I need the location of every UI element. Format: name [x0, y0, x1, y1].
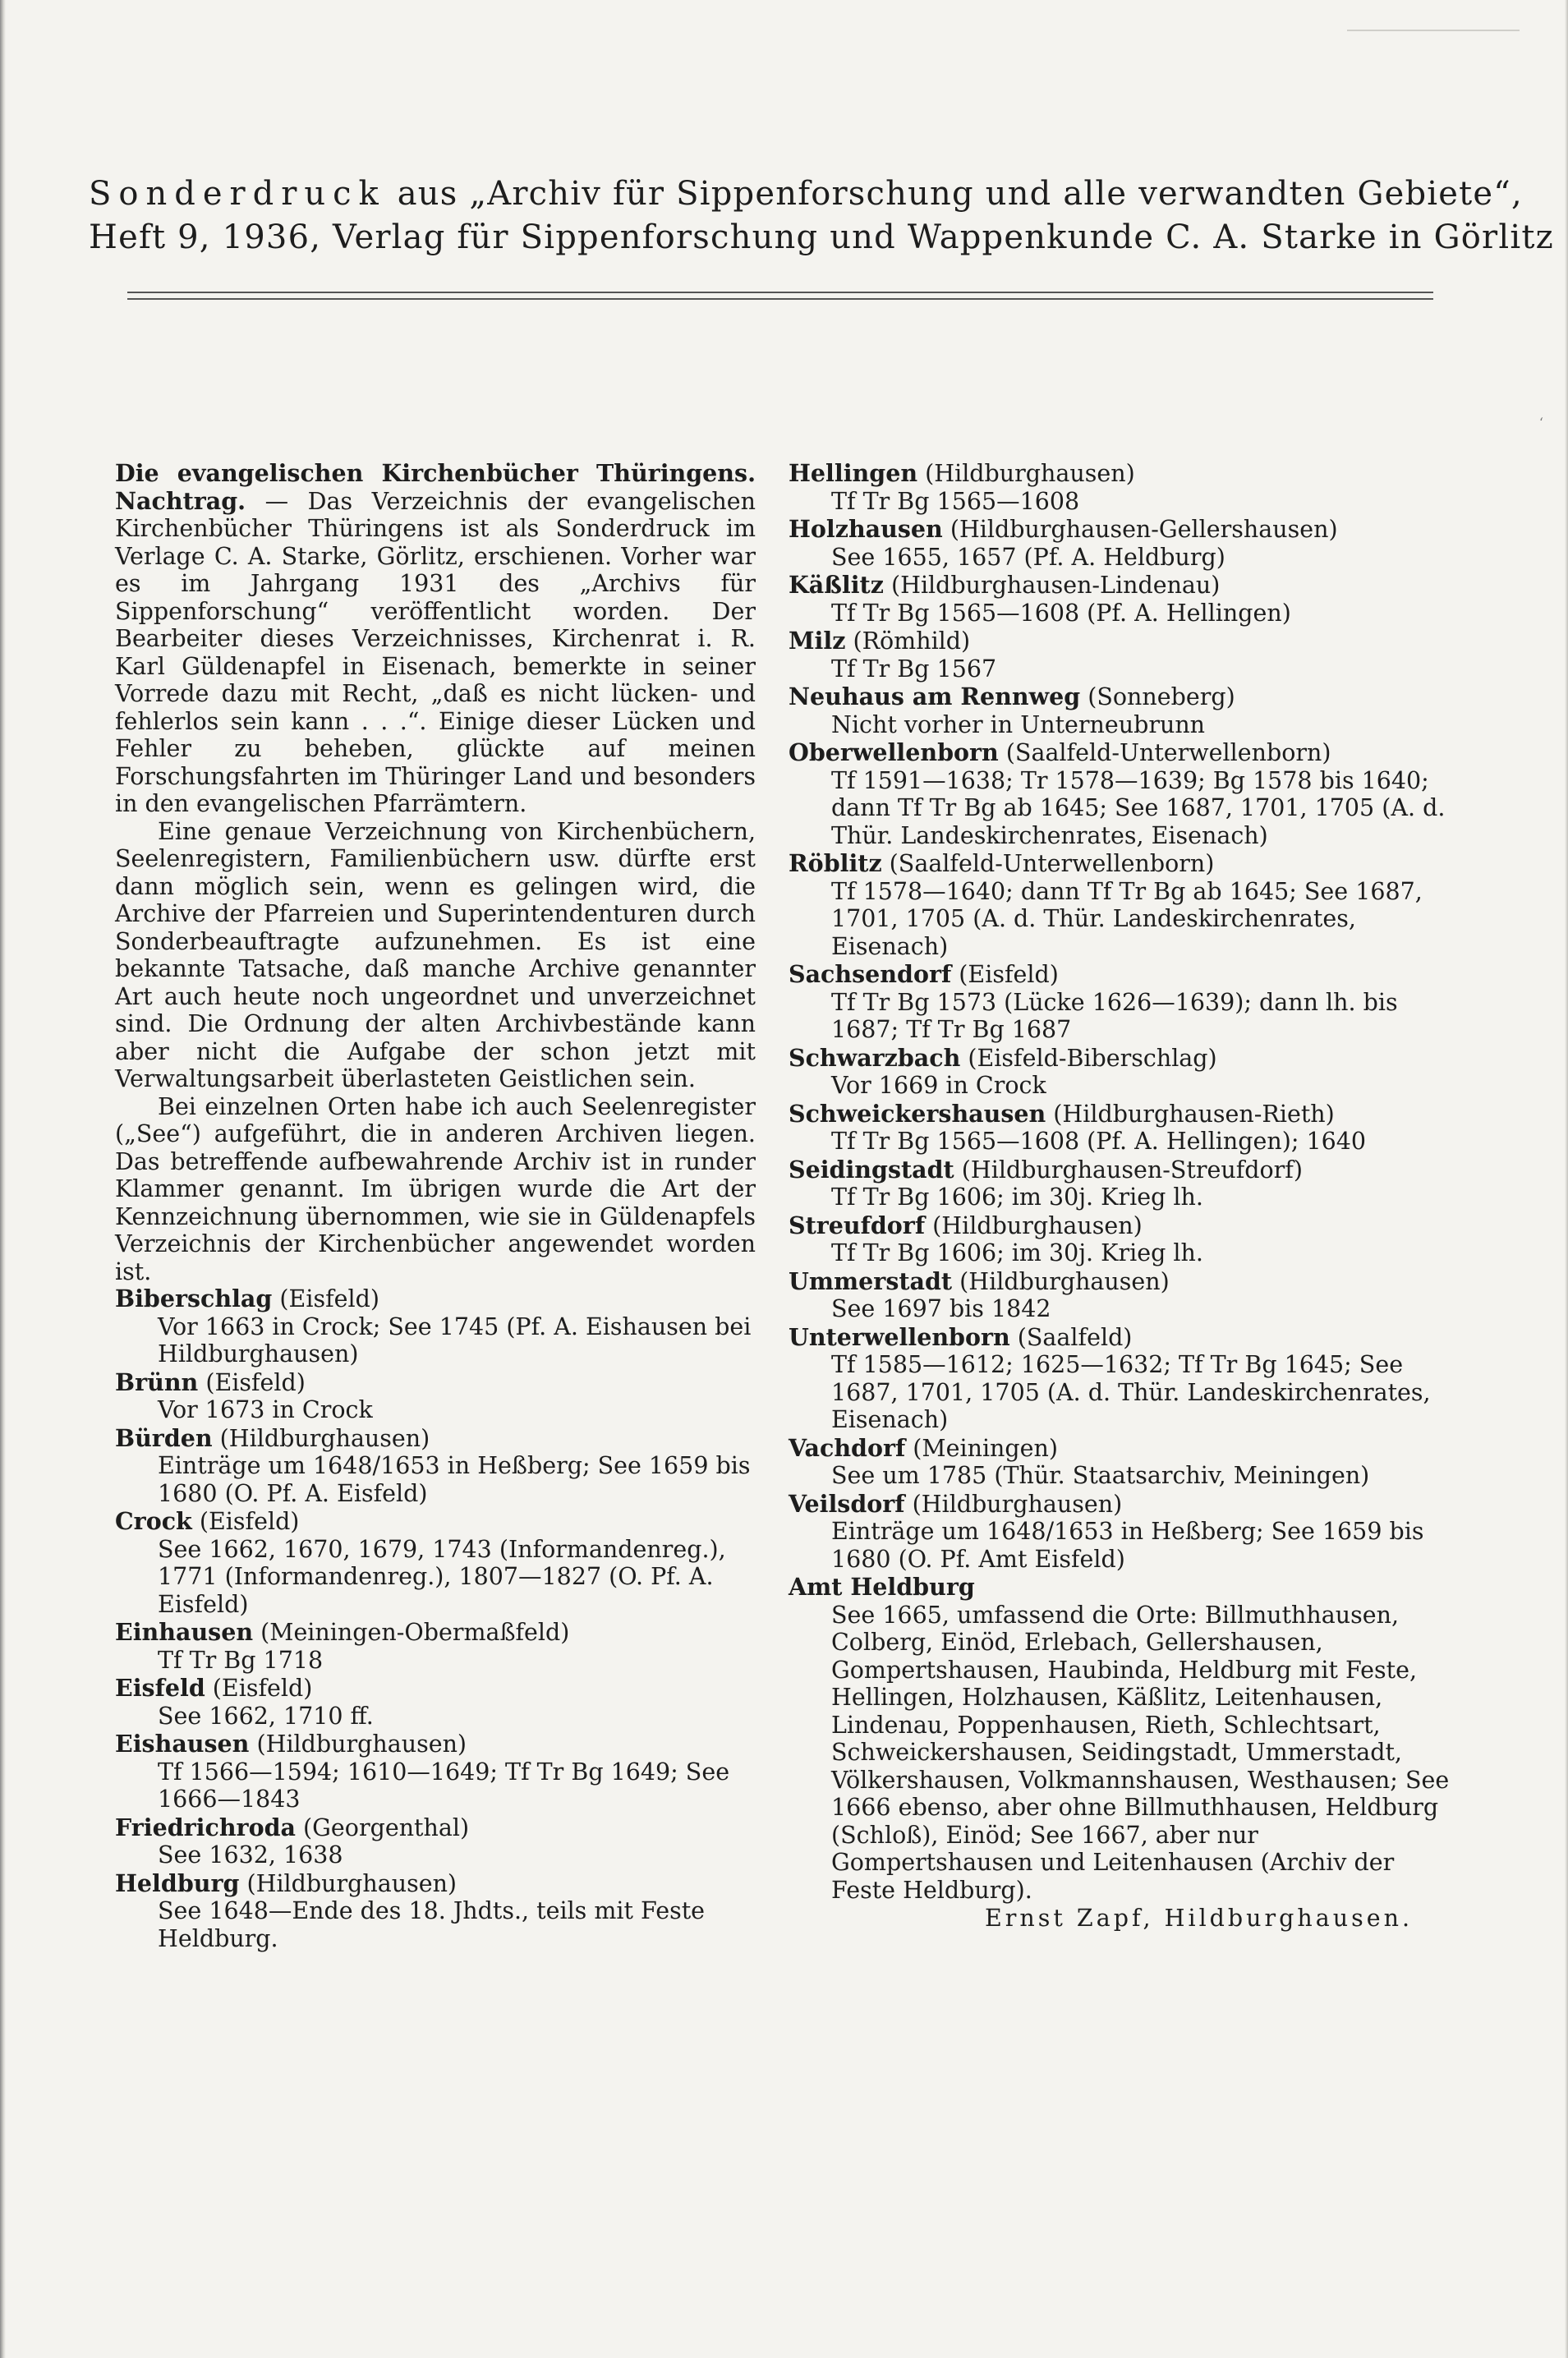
left-column	[115, 460, 756, 1953]
entry-place-name: Amt Heldburg	[789, 1573, 975, 1601]
entry-district: (Georgenthal)	[295, 1813, 470, 1841]
header-line-1	[89, 172, 1523, 216]
register-entry	[115, 1425, 756, 1508]
register-entry	[789, 1045, 1462, 1100]
entry-place-name: Oberwellenborn	[789, 738, 999, 766]
entry-place-name: Bürden	[115, 1423, 213, 1452]
entry-record-details: See 1662, 1710 ff.	[158, 1702, 374, 1730]
entry-record-details: Tf Tr Bg 1565—1608 (Pf. A. Hellingen)	[831, 599, 1291, 627]
register-entry	[789, 627, 1462, 683]
entry-record-details: See 1662, 1670, 1679, 1743 (Informandenreg.), 1771 (Informandenreg.), 1807—1827 (O. Pf. A. Eisfeld)	[158, 1535, 726, 1618]
entry-record-details: Tf Tr Bg 1606; im 30j. Krieg lh.	[831, 1239, 1203, 1266]
header-line-2: Heft 9, 1936, Verlag für Sippenforschung und Wappenkunde C. A. Starke in Görlitz	[89, 218, 1554, 256]
register-entry	[115, 1675, 756, 1730]
entry-place-name: Unterwellenborn	[789, 1322, 1010, 1351]
article-intro	[115, 460, 756, 1285]
entry-place-name: Veilsdorf	[789, 1489, 905, 1518]
entry-record-details: Tf 1578—1640; dann Tf Tr Bg ab 1645; See 1687, 1701, 1705 (A. d. Thür. Landeskirchenrates, Eisenach)	[831, 877, 1423, 960]
entry-heading	[115, 1369, 756, 1397]
register-entry	[789, 1435, 1462, 1490]
header-line-1-rest: aus „Archiv für Sippenforschung und alle verwandten Gebiete“,	[385, 175, 1523, 213]
entry-record-details: Tf Tr Bg 1565—1608 (Pf. A. Hellingen); 1640	[831, 1128, 1367, 1155]
entry-heading	[789, 850, 1462, 878]
register-entry	[115, 1369, 756, 1424]
entry-district: (Hildburghausen)	[212, 1424, 430, 1452]
entry-record-details: Tf Tr Bg 1718	[158, 1646, 324, 1674]
entry-place-name: Schwarzbach	[789, 1043, 961, 1072]
entry-record-details: Tf Tr Bg 1573 (Lücke 1626—1639); dann lh. bis 1687; Tf Tr Bg 1687	[831, 988, 1398, 1043]
entry-heading	[789, 1268, 1462, 1296]
author-signature: Ernst Zapf, Hildburghausen.	[984, 1905, 1413, 1932]
register-entry	[789, 1324, 1462, 1434]
register-entry	[789, 683, 1462, 738]
entry-record-details: Vor 1669 in Crock	[831, 1072, 1046, 1099]
entry-heading	[789, 1574, 1462, 1602]
entry-record-details: See 1632, 1638	[158, 1841, 343, 1868]
entry-record-details: Einträge um 1648/1653 in Heßberg; See 1659 bis 1680 (O. Pf. A. Eisfeld)	[158, 1452, 751, 1507]
entry-district: (Hildburghausen-Gellershausen)	[942, 516, 1338, 543]
entry-record-details: Tf 1566—1594; 1610—1649; Tf Tr Bg 1649; See 1666—1843	[158, 1758, 730, 1813]
entry-place-name: Neuhaus am Rennweg	[789, 683, 1081, 710]
entry-record-details: See um 1785 (Thür. Staatsarchiv, Meiningen)	[831, 1462, 1370, 1489]
entry-record-details: Einträge um 1648/1653 in Heßberg; See 1659 bis 1680 (O. Pf. Amt Eisfeld)	[831, 1518, 1424, 1573]
register-entry	[789, 1212, 1462, 1267]
entry-district: (Saalfeld-Unterwellenborn)	[998, 739, 1331, 766]
entry-district: (Eisfeld)	[205, 1675, 313, 1702]
left-entry-list	[115, 1285, 756, 1952]
entry-place-name: Biberschlag	[115, 1285, 273, 1312]
entry-district: (Hildburghausen)	[239, 1869, 458, 1897]
entry-place-name: Holzhausen	[789, 515, 943, 543]
register-entry	[789, 1268, 1462, 1323]
right-column	[789, 460, 1462, 1933]
entry-place-name: Eisfeld	[115, 1674, 205, 1702]
entry-heading	[115, 1619, 756, 1647]
offprint-header	[89, 172, 1554, 260]
entry-heading	[115, 1675, 756, 1703]
register-entry	[115, 1870, 756, 1953]
register-entry	[115, 1619, 756, 1674]
entry-district: (Saalfeld-Unterwellenborn)	[881, 850, 1215, 877]
entry-district: (Hildburghausen)	[904, 1490, 1123, 1518]
entry-heading	[789, 1212, 1462, 1240]
intro-paragraph-1	[115, 460, 756, 818]
entry-district: (Eisfeld)	[272, 1285, 379, 1312]
entry-record-details: See 1648—Ende des 18. Jhdts., teils mit Feste Heldburg.	[158, 1897, 706, 1952]
entry-district: (Hildburghausen-Rieth)	[1046, 1100, 1335, 1128]
entry-heading	[789, 961, 1462, 989]
entry-district: (Römhild)	[845, 627, 971, 655]
entry-record-details: Tf Tr Bg 1606; im 30j. Krieg lh.	[831, 1184, 1203, 1211]
entry-heading	[115, 1425, 756, 1453]
register-entry	[789, 516, 1462, 571]
right-entry-list	[789, 460, 1462, 1904]
register-entry	[115, 1814, 756, 1869]
register-entry	[789, 460, 1462, 515]
entry-place-name: Einhausen	[115, 1618, 254, 1646]
entry-district: (Sonneberg)	[1080, 683, 1235, 710]
entry-place-name: Eishausen	[115, 1730, 250, 1758]
register-entry	[789, 850, 1462, 960]
entry-place-name: Seidingstadt	[789, 1155, 954, 1184]
entry-place-name: Sachsendorf	[789, 960, 952, 988]
entry-place-name: Ummerstadt	[789, 1266, 953, 1295]
entry-district: (Hildburghausen-Streufdorf)	[954, 1156, 1303, 1184]
intro-paragraph-3: Bei einzelnen Orten habe ich auch Seelenregister („See“) aufgeführt, die in anderen Archiven liegen. Das betreffende aufbewahrende Archiv ist in runder Klammer genannt. Im übrigen wurde die Art der Kennzeichnung übernommen, wie sie in Güldenapfels Verzeichnis der Kirchenbücher angewendet worden ist.	[115, 1092, 756, 1285]
entry-record-details: Tf Tr Bg 1565—1608	[831, 487, 1080, 515]
intro-paragraph-2: Eine genaue Verzeichnung von Kirchenbüchern, Seelenregistern, Familienbüchern usw. dürfte erst dann möglich sein, wenn es gelingen wird, die Archive der Pfarreien und Superintendenturen durch Sonderbeauftragte aufzunehmen. Es ist eine bekannte Tatsache, daß manche Archive genannter Art auch heute noch ungeordnet und unverzeichnet sind. Die Ordnung der alten Archivbestände kann aber nicht die Aufgabe der schon jetzt mit Verwaltungsarbeit überlasteten Geistlichen sein.	[115, 817, 756, 1092]
entry-record-details: Tf 1591—1638; Tr 1578—1639; Bg 1578 bis 1640; dann Tf Tr Bg ab 1645; See 1687, 1701, 1705 (A. d. Thür. Landeskirchenrates, Eisenach)	[831, 766, 1446, 849]
entry-heading	[789, 572, 1462, 600]
entry-district: (Meiningen)	[905, 1434, 1059, 1462]
register-entry	[789, 1574, 1462, 1904]
entry-heading	[789, 1491, 1462, 1519]
page-edge-right	[1565, 0, 1568, 2358]
register-entry	[115, 1508, 756, 1618]
register-entry	[115, 1731, 756, 1813]
register-entry	[789, 1156, 1462, 1211]
entry-heading	[115, 1285, 756, 1313]
scan-mark	[1347, 30, 1520, 31]
intro-text-1: — Das Verzeichnis der evangelischen Kirchenbücher Thüringens ist als Sonderdruck im Verlage C. A. Starke, Görlitz, erschienen. Vorher war es im Jahrgang 1931 des „Archivs für Sippenforschung“ veröffentlicht worden. Der Bearbeiter dieses Verzeichnisses, Kirchenrat i. R. Karl Güldenapfel in Eisenach, bemerkte in seiner Vorrede dazu mit Recht, „daß es nicht lücken- und fehlerlos sein kann . . .“. Einige dieser Lücken und Fehler zu beheben, glückte auf meinen Forschungsfahrten im Thüringer Land und besonders in den evangelischen Pfarrämtern.	[115, 487, 756, 817]
entry-place-name: Heldburg	[115, 1868, 240, 1897]
page-edge	[0, 0, 6, 2358]
entry-place-name: Crock	[115, 1507, 192, 1535]
entry-district: (Eisfeld-Biberschlag)	[960, 1044, 1217, 1072]
entry-heading	[789, 1101, 1462, 1128]
register-entry	[789, 961, 1462, 1044]
entry-place-name: Brünn	[115, 1367, 199, 1396]
entry-record-details: See 1665, umfassend die Orte: Billmuthhausen, Colberg, Einöd, Erlebach, Gellershausen, Gompertshausen, Haubinda, Heldburg mit Feste, Hellingen, Holzhausen, Käßlitz, Leitenhausen, Lindenau, Poppenhausen, Rieth, Schlechtsart, Schweickershausen, Seidingstadt, Ummerstadt, Völkershausen, Volkmannshausen, Westhausen; See 1666 ebenso, aber ohne Billmuthhausen, Heldburg (Schloß), Einöd; See 1667, aber nur Gompertshausen und Leitenhausen (Archiv der Feste Heldburg).	[831, 1601, 1450, 1904]
entry-record-details: See 1655, 1657 (Pf. A. Heldburg)	[831, 543, 1225, 571]
entry-heading	[115, 1870, 756, 1898]
entry-record-details: Vor 1673 in Crock	[158, 1396, 373, 1423]
header-rule	[127, 292, 1433, 300]
nachtrag-label: Nachtrag.	[115, 486, 246, 515]
article-title: Die evangelischen Kirchenbücher Thüringens.	[115, 459, 756, 487]
entry-district: (Meiningen-Obermaßfeld)	[253, 1619, 570, 1646]
entry-district: (Eisfeld)	[191, 1508, 300, 1535]
entry-place-name: Friedrichroda	[115, 1813, 296, 1841]
register-entry	[789, 739, 1462, 849]
scan-speck: ʻ	[1538, 415, 1543, 430]
entry-district: (Hildburghausen)	[952, 1267, 1170, 1295]
entry-place-name: Streufdorf	[789, 1211, 926, 1239]
entry-district: (Saalfeld)	[1009, 1323, 1133, 1351]
register-entry	[789, 1101, 1462, 1156]
register-entry	[789, 1491, 1462, 1574]
header-prefix: Sonderdruck	[89, 175, 386, 213]
entry-heading	[789, 627, 1462, 655]
entry-place-name: Milz	[789, 627, 846, 655]
entry-place-name: Käßlitz	[789, 571, 884, 599]
entry-record-details: Vor 1663 in Crock; See 1745 (Pf. A. Eishausen bei Hildburghausen)	[158, 1312, 752, 1367]
entry-district: (Eisfeld)	[951, 961, 1059, 988]
entry-place-name: Hellingen	[789, 459, 918, 487]
entry-district: (Hildburghausen-Lindenau)	[883, 572, 1221, 599]
entry-record-details: See 1697 bis 1842	[831, 1295, 1051, 1322]
entry-district: (Eisfeld)	[198, 1368, 306, 1396]
register-entry	[115, 1285, 756, 1368]
entry-place-name: Vachdorf	[789, 1433, 906, 1462]
register-entry	[789, 572, 1462, 627]
entry-heading	[789, 1156, 1462, 1184]
entry-district: (Hildburghausen)	[249, 1731, 467, 1758]
entry-heading	[789, 1435, 1462, 1463]
entry-heading	[789, 516, 1462, 544]
entry-heading	[115, 1731, 756, 1758]
entry-heading	[789, 1045, 1462, 1073]
entry-place-name: Röblitz	[789, 849, 882, 877]
entry-heading	[115, 1508, 756, 1536]
entry-record-details: Tf Tr Bg 1567	[831, 655, 997, 683]
entry-district: (Hildburghausen)	[925, 1211, 1143, 1239]
entry-heading	[789, 683, 1462, 711]
entry-record-details: Tf 1585—1612; 1625—1632; Tf Tr Bg 1645; See 1687, 1701, 1705 (A. d. Thür. Landeskirchenrates, Eisenach)	[831, 1351, 1431, 1433]
entry-heading	[115, 1814, 756, 1842]
entry-district: (Hildburghausen)	[917, 460, 1135, 487]
entry-place-name: Schweickershausen	[789, 1099, 1046, 1128]
entry-record-details: Nicht vorher in Unterneubrunn	[831, 710, 1206, 738]
entry-heading	[789, 739, 1462, 767]
entry-heading	[789, 1324, 1462, 1352]
entry-heading	[789, 460, 1462, 488]
